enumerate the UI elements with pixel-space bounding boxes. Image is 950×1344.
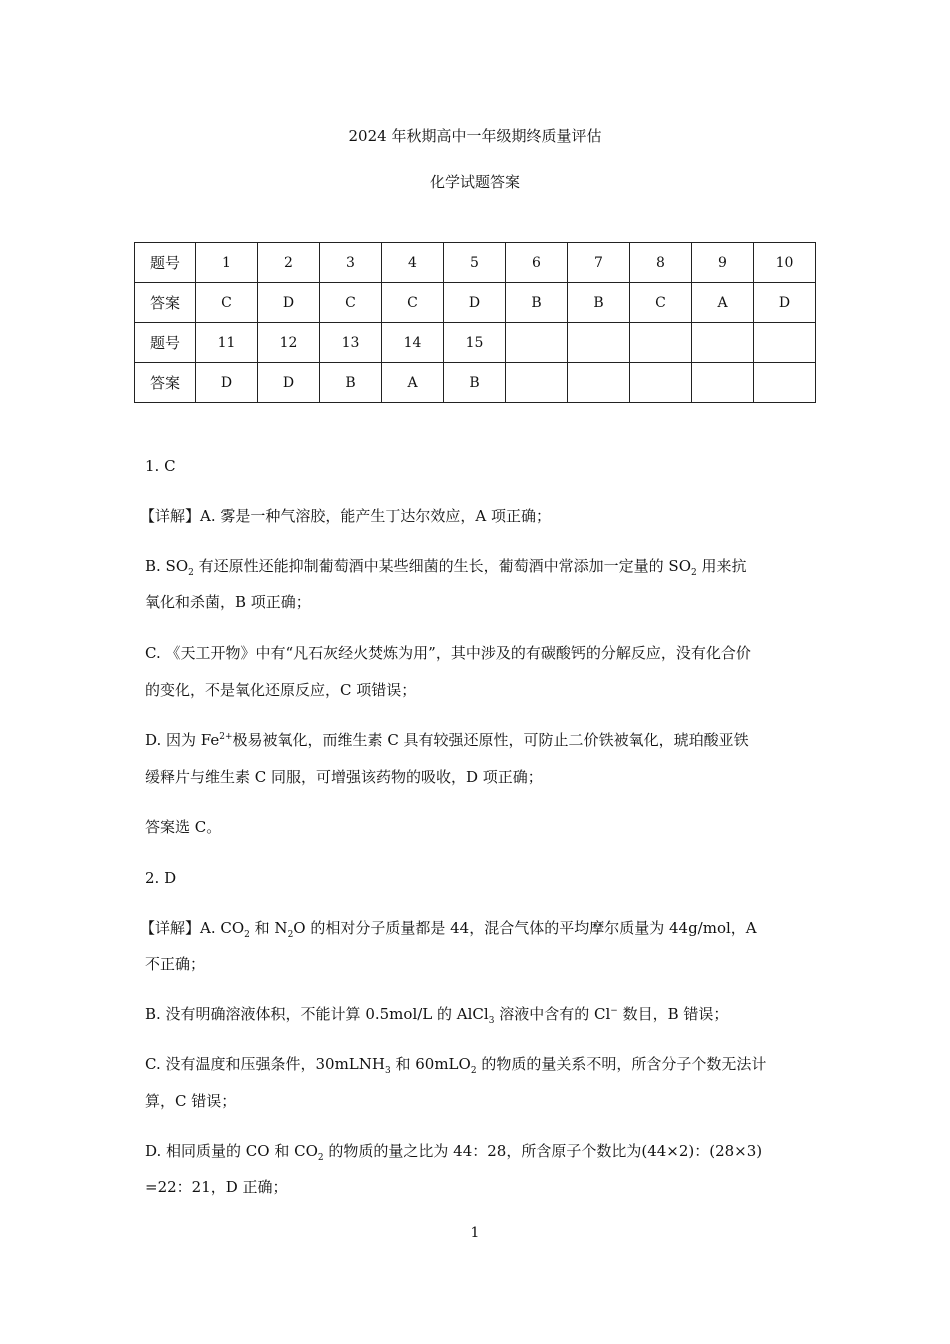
- table-cell: [568, 363, 630, 403]
- table-cell: [568, 323, 630, 363]
- q1-explanation-c-line2: 的变化，不是氧化还原反应，C 项错误；: [145, 681, 417, 699]
- table-cell: D: [258, 363, 320, 403]
- table-cell: C: [382, 283, 444, 323]
- table-cell: [506, 363, 568, 403]
- q1-explanation-b-line1: B. $SO_2$ 有还原性还能抑制葡萄酒中某些细菌的生长，葡萄酒中常添加一定量的 $SO_2$ 用来抗: [145, 557, 747, 578]
- table-cell: D: [444, 283, 506, 323]
- table-cell: A: [692, 283, 754, 323]
- table-cell: B: [568, 283, 630, 323]
- table-cell: [630, 323, 692, 363]
- question-2-heading: 2. D: [145, 869, 177, 887]
- table-cell: D: [754, 283, 816, 323]
- q2-explanation-c-line2: 算，C 错误；: [145, 1092, 237, 1110]
- table-cell: C: [320, 283, 382, 323]
- q1-explanation-d-line2: 缓释片与维生素 C 同服，可增强该药物的吸收，D 项正确；: [145, 768, 543, 786]
- page-number: 1: [470, 1225, 480, 1241]
- q1-explanation-d-line1: D. 因为 $Fe^{2+}$极易被氧化，而维生素 C 具有较强还原性，可防止二价铁被氧化，琥珀酸亚铁: [145, 731, 749, 749]
- q1-explanation-b-line2: 氧化和杀菌，B 项正确；: [145, 593, 311, 611]
- table-cell: 6: [506, 243, 568, 283]
- table-cell: [754, 323, 816, 363]
- row-label: 题号: [135, 323, 196, 363]
- table-cell: 7: [568, 243, 630, 283]
- table-row: [135, 243, 816, 283]
- document-subtitle: 化学试题答案: [429, 173, 520, 191]
- table-cell: B: [506, 283, 568, 323]
- row-label: 答案: [135, 283, 196, 323]
- table-row: [135, 363, 816, 403]
- q2-explanation-a-line2: 不正确；: [145, 955, 206, 973]
- table-cell: 4: [382, 243, 444, 283]
- table-row: [135, 323, 816, 363]
- q2-explanation-d-line1: D. 相同质量的 CO 和 $CO_2$ 的物质的量之比为 44：28，所含原子个数比为(44×2)：(28×3): [145, 1142, 763, 1163]
- table-cell: A: [382, 363, 444, 403]
- table-cell: 15: [444, 323, 506, 363]
- table-cell: 12: [258, 323, 320, 363]
- q2-explanation-d-line2: =22：21，D 正确；: [145, 1178, 288, 1196]
- table-cell: 5: [444, 243, 506, 283]
- q1-answer: 答案选 C。: [145, 818, 222, 836]
- table-cell: [506, 323, 568, 363]
- table-cell: 3: [320, 243, 382, 283]
- table-cell: 14: [382, 323, 444, 363]
- q1-explanation-a: 【详解】A. 雾是一种气溶胶，能产生丁达尔效应，A 项正确；: [140, 507, 551, 525]
- table-cell: 10: [754, 243, 816, 283]
- question-1-heading: 1. C: [145, 457, 176, 475]
- answer-table: [134, 242, 816, 403]
- document-title: 2024 年秋期高中一年级期终质量评估: [348, 127, 602, 145]
- table-cell: B: [444, 363, 506, 403]
- table-cell: [692, 323, 754, 363]
- table-cell: [630, 363, 692, 403]
- q2-explanation-a-line1: 【详解】A. $CO_2$ 和 $N_2O$ 的相对分子质量都是 44，混合气体的平均摩尔质量为 44g/mol，A: [140, 919, 757, 940]
- table-cell: 8: [630, 243, 692, 283]
- table-cell: 9: [692, 243, 754, 283]
- table-cell: B: [320, 363, 382, 403]
- table-cell: 13: [320, 323, 382, 363]
- table-cell: [692, 363, 754, 403]
- table-cell: D: [196, 363, 258, 403]
- table-cell: C: [630, 283, 692, 323]
- table-cell: 2: [258, 243, 320, 283]
- table-row: [135, 283, 816, 323]
- q1-explanation-c-line1: C. 《天工开物》中有“凡石灰经火焚炼为用”，其中涉及的有碳酸钙的分解反应，没有化合价: [145, 644, 751, 662]
- q2-explanation-c-line1: C. 没有温度和压强条件，30mLNH$_3$ 和 60mLO$_2$ 的物质的量关系不明，所含分子个数无法计: [145, 1055, 767, 1076]
- table-cell: [754, 363, 816, 403]
- row-label: 答案: [135, 363, 196, 403]
- row-label: 题号: [135, 243, 196, 283]
- table-cell: C: [196, 283, 258, 323]
- table-cell: 1: [196, 243, 258, 283]
- table-cell: 11: [196, 323, 258, 363]
- table-cell: D: [258, 283, 320, 323]
- q2-explanation-b: B. 没有明确溶液体积，不能计算 0.5mol/L 的 AlCl$_3$ 溶液中含有的 Cl− 数目，B 错误；: [145, 1005, 729, 1026]
